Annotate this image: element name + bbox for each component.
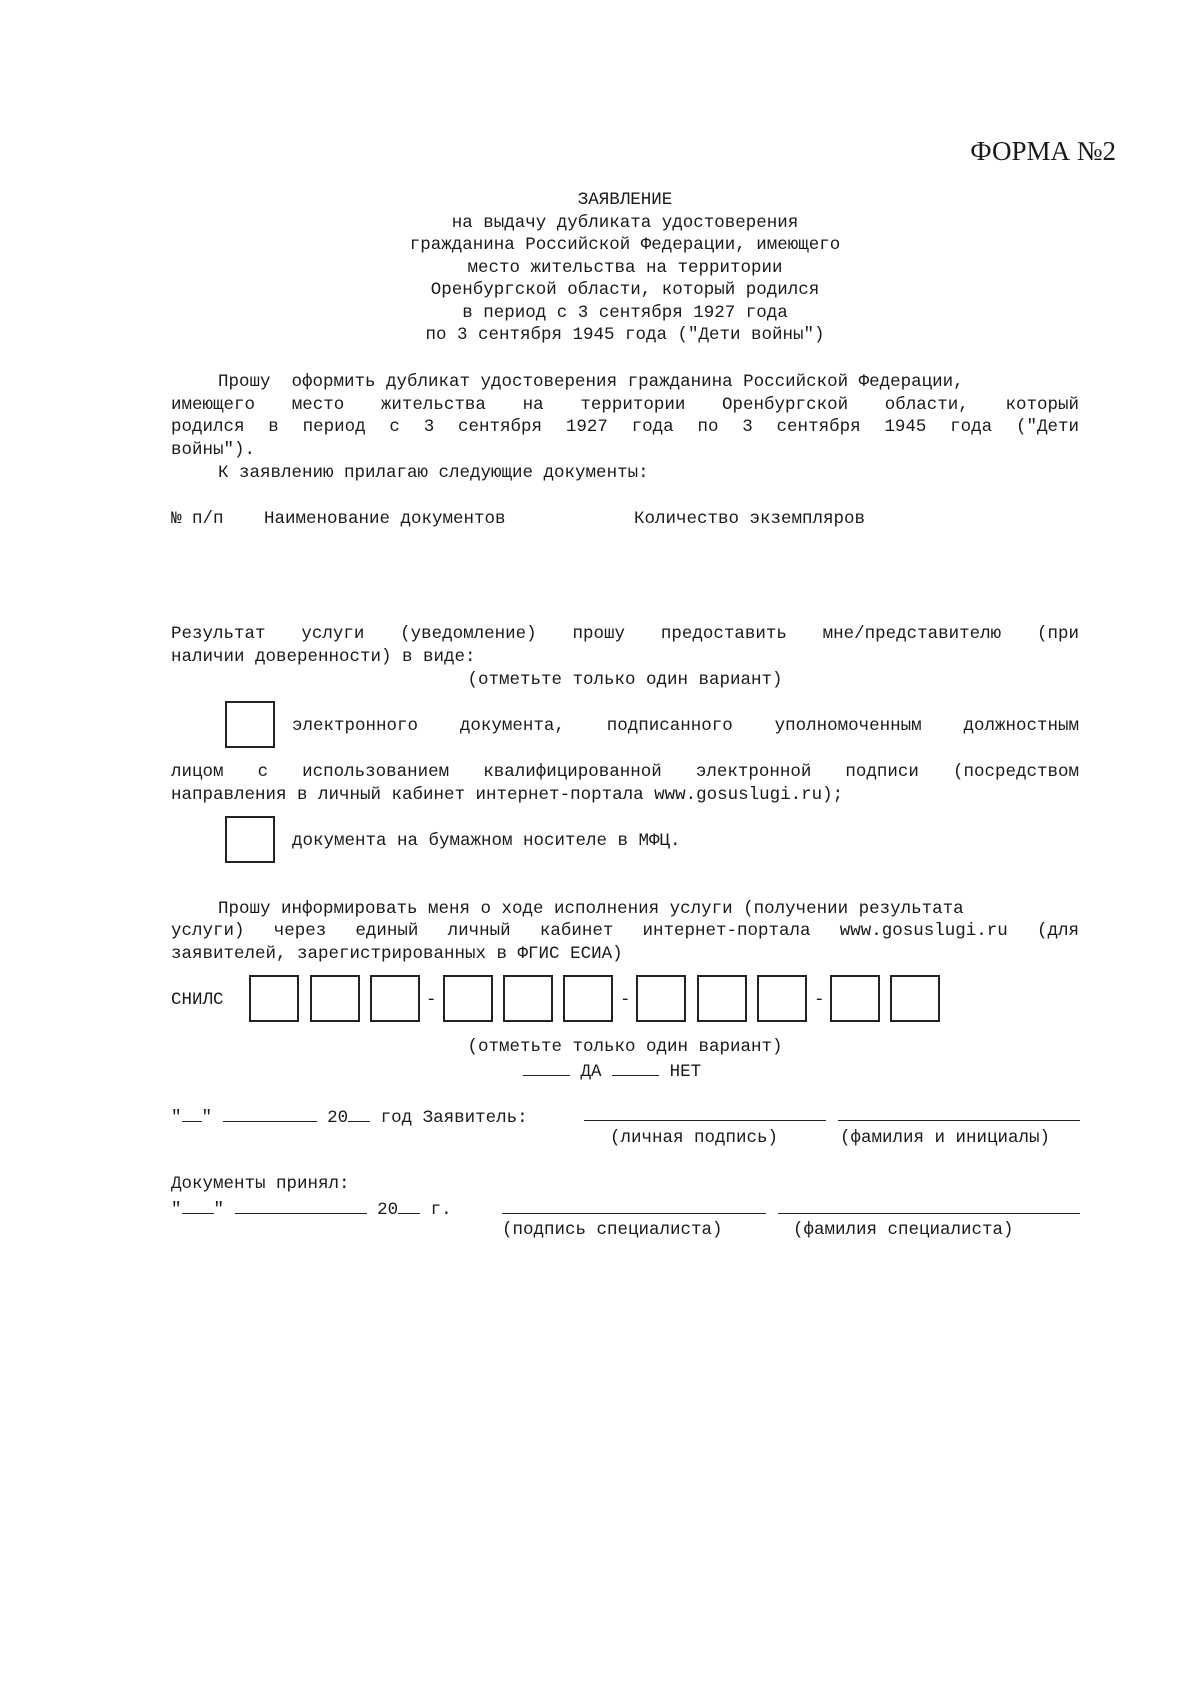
- accepted-quote-close: ": [213, 1200, 225, 1220]
- request-line-3: родился в период с 3 сентября 1927 года по 3 сентября 1945 года ("Дети: [171, 417, 1079, 437]
- snils-digit-3[interactable]: [370, 975, 420, 1022]
- request-line-1: Прошу оформить дубликат удостоверения гражданина Российской Федерации,: [218, 372, 964, 392]
- applicant-signature-line[interactable]: [584, 1120, 826, 1121]
- attach-line: К заявлению прилагаю следующие документы:: [218, 463, 649, 483]
- applicant-name-caption: (фамилия и инициалы): [840, 1128, 1051, 1148]
- snils-digit-10[interactable]: [830, 975, 880, 1022]
- inform-line-3: заявителей, зарегистрированных в ФГИС ЕСИА): [171, 944, 623, 964]
- title-line-1: на выдачу дубликата удостоверения: [451, 213, 799, 233]
- applicant-quote-close: ": [201, 1108, 213, 1128]
- accepted-year-prefix: 20: [377, 1200, 399, 1220]
- option-paper-label: документа на бумажном носителе в МФЦ.: [292, 831, 681, 851]
- snils-digit-11[interactable]: [890, 975, 940, 1022]
- accepted-name-line[interactable]: [778, 1213, 1080, 1214]
- inform-line-2: услуги) через единый личный кабинет интернет-портала www.gosuslugi.ru (для: [171, 921, 1079, 941]
- no-label: НЕТ: [669, 1062, 702, 1082]
- docs-col-number: № п/п: [171, 509, 224, 529]
- applicant-date-row: [171, 1104, 528, 1130]
- request-line-4: войны").: [171, 440, 256, 460]
- accepted-signature-line[interactable]: [502, 1213, 766, 1214]
- applicant-label: год Заявитель:: [380, 1108, 528, 1128]
- title-heading: ЗАЯВЛЕНИЕ: [577, 190, 673, 210]
- applicant-year-prefix: 20: [327, 1108, 349, 1128]
- result-line-2: наличии доверенности) в виде:: [171, 647, 476, 667]
- snils-digit-1[interactable]: [249, 975, 299, 1022]
- accepted-name-caption: (фамилия специалиста): [793, 1220, 1014, 1240]
- accepted-label: Документы принял:: [171, 1174, 350, 1194]
- snils-digit-2[interactable]: [310, 975, 360, 1022]
- accepted-year-blank[interactable]: [398, 1196, 420, 1214]
- snils-dash-3: -: [814, 990, 825, 1010]
- snils-digit-7[interactable]: [636, 975, 686, 1022]
- docs-col-quantity: Количество экземпляров: [634, 509, 866, 529]
- accepted-date-row: [171, 1196, 452, 1222]
- accepted-year-suffix: г.: [430, 1200, 452, 1220]
- accepted-month-blank[interactable]: [235, 1196, 367, 1214]
- applicant-day-blank[interactable]: [182, 1104, 202, 1122]
- result-line-1: Результат услуги (уведомление) прошу предоставить мне/представителю (при: [171, 624, 1079, 644]
- yes-blank[interactable]: [523, 1058, 570, 1076]
- applicant-month-blank[interactable]: [223, 1104, 317, 1122]
- applicant-year-blank[interactable]: [348, 1104, 370, 1122]
- snils-digit-6[interactable]: [563, 975, 613, 1022]
- request-line-2: имеющего место жительства на территории Оренбургской области, который: [171, 395, 1079, 415]
- option-electronic-checkbox[interactable]: [225, 701, 275, 748]
- form-number: ФОРМА №2: [970, 136, 1116, 166]
- title-line-4: Оренбургской области, который родился: [430, 280, 820, 300]
- snils-yes-no-row: [523, 1058, 701, 1084]
- snils-digit-4[interactable]: [443, 975, 493, 1022]
- docs-col-name: Наименование документов: [264, 509, 506, 529]
- snils-digit-8[interactable]: [697, 975, 747, 1022]
- title-line-5: в период с 3 сентября 1927 года: [462, 303, 788, 323]
- snils-dash-1: -: [426, 990, 437, 1010]
- snils-dash-2: -: [620, 990, 631, 1010]
- title-line-3: место жительства на территории: [467, 258, 783, 278]
- snils-label: СНИЛС: [171, 990, 224, 1010]
- no-blank[interactable]: [612, 1058, 659, 1076]
- applicant-quote-open: ": [171, 1108, 182, 1128]
- accepted-quote-open: ": [171, 1200, 182, 1220]
- option-electronic-line-3: направления в личный кабинет интернет-портала www.gosuslugi.ru);: [171, 785, 844, 805]
- option-electronic-line-2: лицом с использованием квалифицированной электронной подписи (посредством: [171, 762, 1079, 782]
- option-electronic-line-1: электронного документа, подписанного уполномоченным должностным: [292, 716, 1079, 736]
- snils-note: (отметьте только один вариант): [467, 1037, 783, 1057]
- title-line-6: по 3 сентября 1945 года ("Дети войны"): [425, 325, 825, 345]
- accepted-day-blank[interactable]: [182, 1196, 214, 1214]
- applicant-signature-caption: (личная подпись): [610, 1128, 779, 1148]
- option-paper-checkbox[interactable]: [225, 816, 275, 863]
- applicant-name-line[interactable]: [838, 1120, 1080, 1121]
- inform-line-1: Прошу информировать меня о ходе исполнения услуги (получении результата: [218, 899, 964, 919]
- snils-digit-5[interactable]: [503, 975, 553, 1022]
- snils-digit-9[interactable]: [757, 975, 807, 1022]
- accepted-signature-caption: (подпись специалиста): [502, 1220, 723, 1240]
- result-note: (отметьте только один вариант): [467, 670, 783, 690]
- yes-label: ДА: [580, 1062, 602, 1082]
- title-line-2: гражданина Российской Федерации, имеющего: [409, 235, 841, 255]
